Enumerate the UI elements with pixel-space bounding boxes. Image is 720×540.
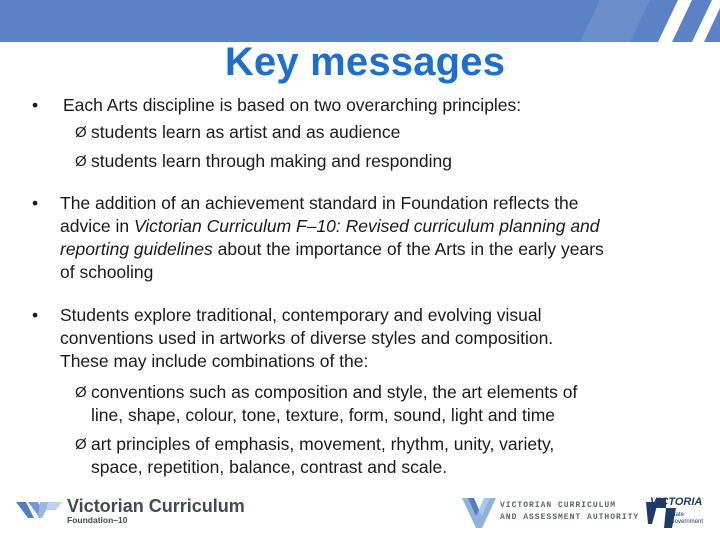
victorian-curriculum-logo-icon bbox=[16, 498, 62, 522]
vcaa-line-1: VICTORIAN CURRICULUM bbox=[500, 501, 617, 510]
bullet-2-text bbox=[60, 192, 710, 284]
subitem-line: art principles of emphasis, movement, rhythm, unity, variety, bbox=[91, 434, 555, 454]
publication-title-italic: Victorian Curriculum F–10: Revised curriculum planning and bbox=[133, 216, 600, 236]
subitem-text bbox=[91, 433, 554, 479]
top-banner bbox=[0, 0, 720, 42]
arrow-bullet-icon: Ø bbox=[75, 124, 87, 141]
bullet-3-subitem-1 bbox=[75, 381, 715, 427]
government-text: Government bbox=[670, 519, 704, 525]
bullet-1 bbox=[32, 94, 712, 117]
victorian-curriculum-name: Victorian Curriculum bbox=[67, 496, 245, 516]
bullet-2-line-3 bbox=[60, 238, 710, 261]
bullet-2 bbox=[32, 192, 712, 286]
subitem-text: students learn as artist and as audience bbox=[91, 122, 401, 142]
footer bbox=[0, 490, 720, 540]
bullet-3-subitem-2 bbox=[75, 433, 715, 479]
text-span: about the importance of the Arts in the early years bbox=[212, 239, 604, 259]
bullet-3-text bbox=[60, 304, 710, 373]
banner-stripes-decoration bbox=[580, 0, 720, 42]
bullet-3-line-3: These may include combinations of the: bbox=[60, 351, 369, 371]
slide-title: Key messages bbox=[224, 40, 506, 84]
subitem-line: conventions such as composition and style, the art elements of bbox=[91, 382, 578, 402]
arrow-bullet-icon: Ø bbox=[75, 384, 87, 401]
vcaa-logo-icon bbox=[462, 498, 496, 528]
victoria-wordmark: VICTORIA bbox=[650, 496, 703, 508]
subitem-text: students learn through making and responding bbox=[91, 151, 452, 171]
bullet-1-text: Each Arts discipline is based on two overarching principles: bbox=[63, 95, 522, 115]
arrow-bullet-icon: Ø bbox=[75, 436, 87, 453]
bullet-3 bbox=[32, 304, 712, 374]
bullet-marker: • bbox=[32, 193, 39, 213]
state-text: State bbox=[670, 512, 685, 518]
subitem-line: space, repetition, balance, contrast and scale. bbox=[91, 457, 448, 477]
bullet-marker: • bbox=[32, 305, 39, 325]
bullet-1-subitem-2 bbox=[75, 150, 715, 173]
bullet-2-line-1: The addition of an achievement standard in Foundation reflects the bbox=[60, 193, 579, 213]
bullet-3-line-2: conventions used in artworks of diverse styles and composition. bbox=[60, 328, 554, 348]
subitem-line: line, shape, colour, tone, texture, form, sound, light and time bbox=[91, 405, 556, 425]
vcaa-wordmark bbox=[500, 500, 639, 524]
subitem-text bbox=[91, 381, 577, 427]
vcaa-line-2: AND ASSESSMENT AUTHORITY bbox=[500, 513, 640, 522]
bullet-2-line-4: of schooling bbox=[60, 262, 154, 282]
bullet-1-subitem-1 bbox=[75, 121, 715, 144]
text-span: advice in bbox=[60, 216, 134, 236]
publication-title-italic: reporting guidelines bbox=[60, 239, 213, 259]
bullet-marker: • bbox=[32, 95, 39, 115]
arrow-bullet-icon: Ø bbox=[75, 153, 87, 170]
victorian-curriculum-subtitle: Foundation–10 bbox=[67, 515, 128, 525]
bullet-3-line-1: Students explore traditional, contemporary and evolving visual bbox=[60, 305, 542, 325]
state-government-text bbox=[670, 512, 703, 526]
bullet-2-line-2 bbox=[60, 215, 710, 238]
